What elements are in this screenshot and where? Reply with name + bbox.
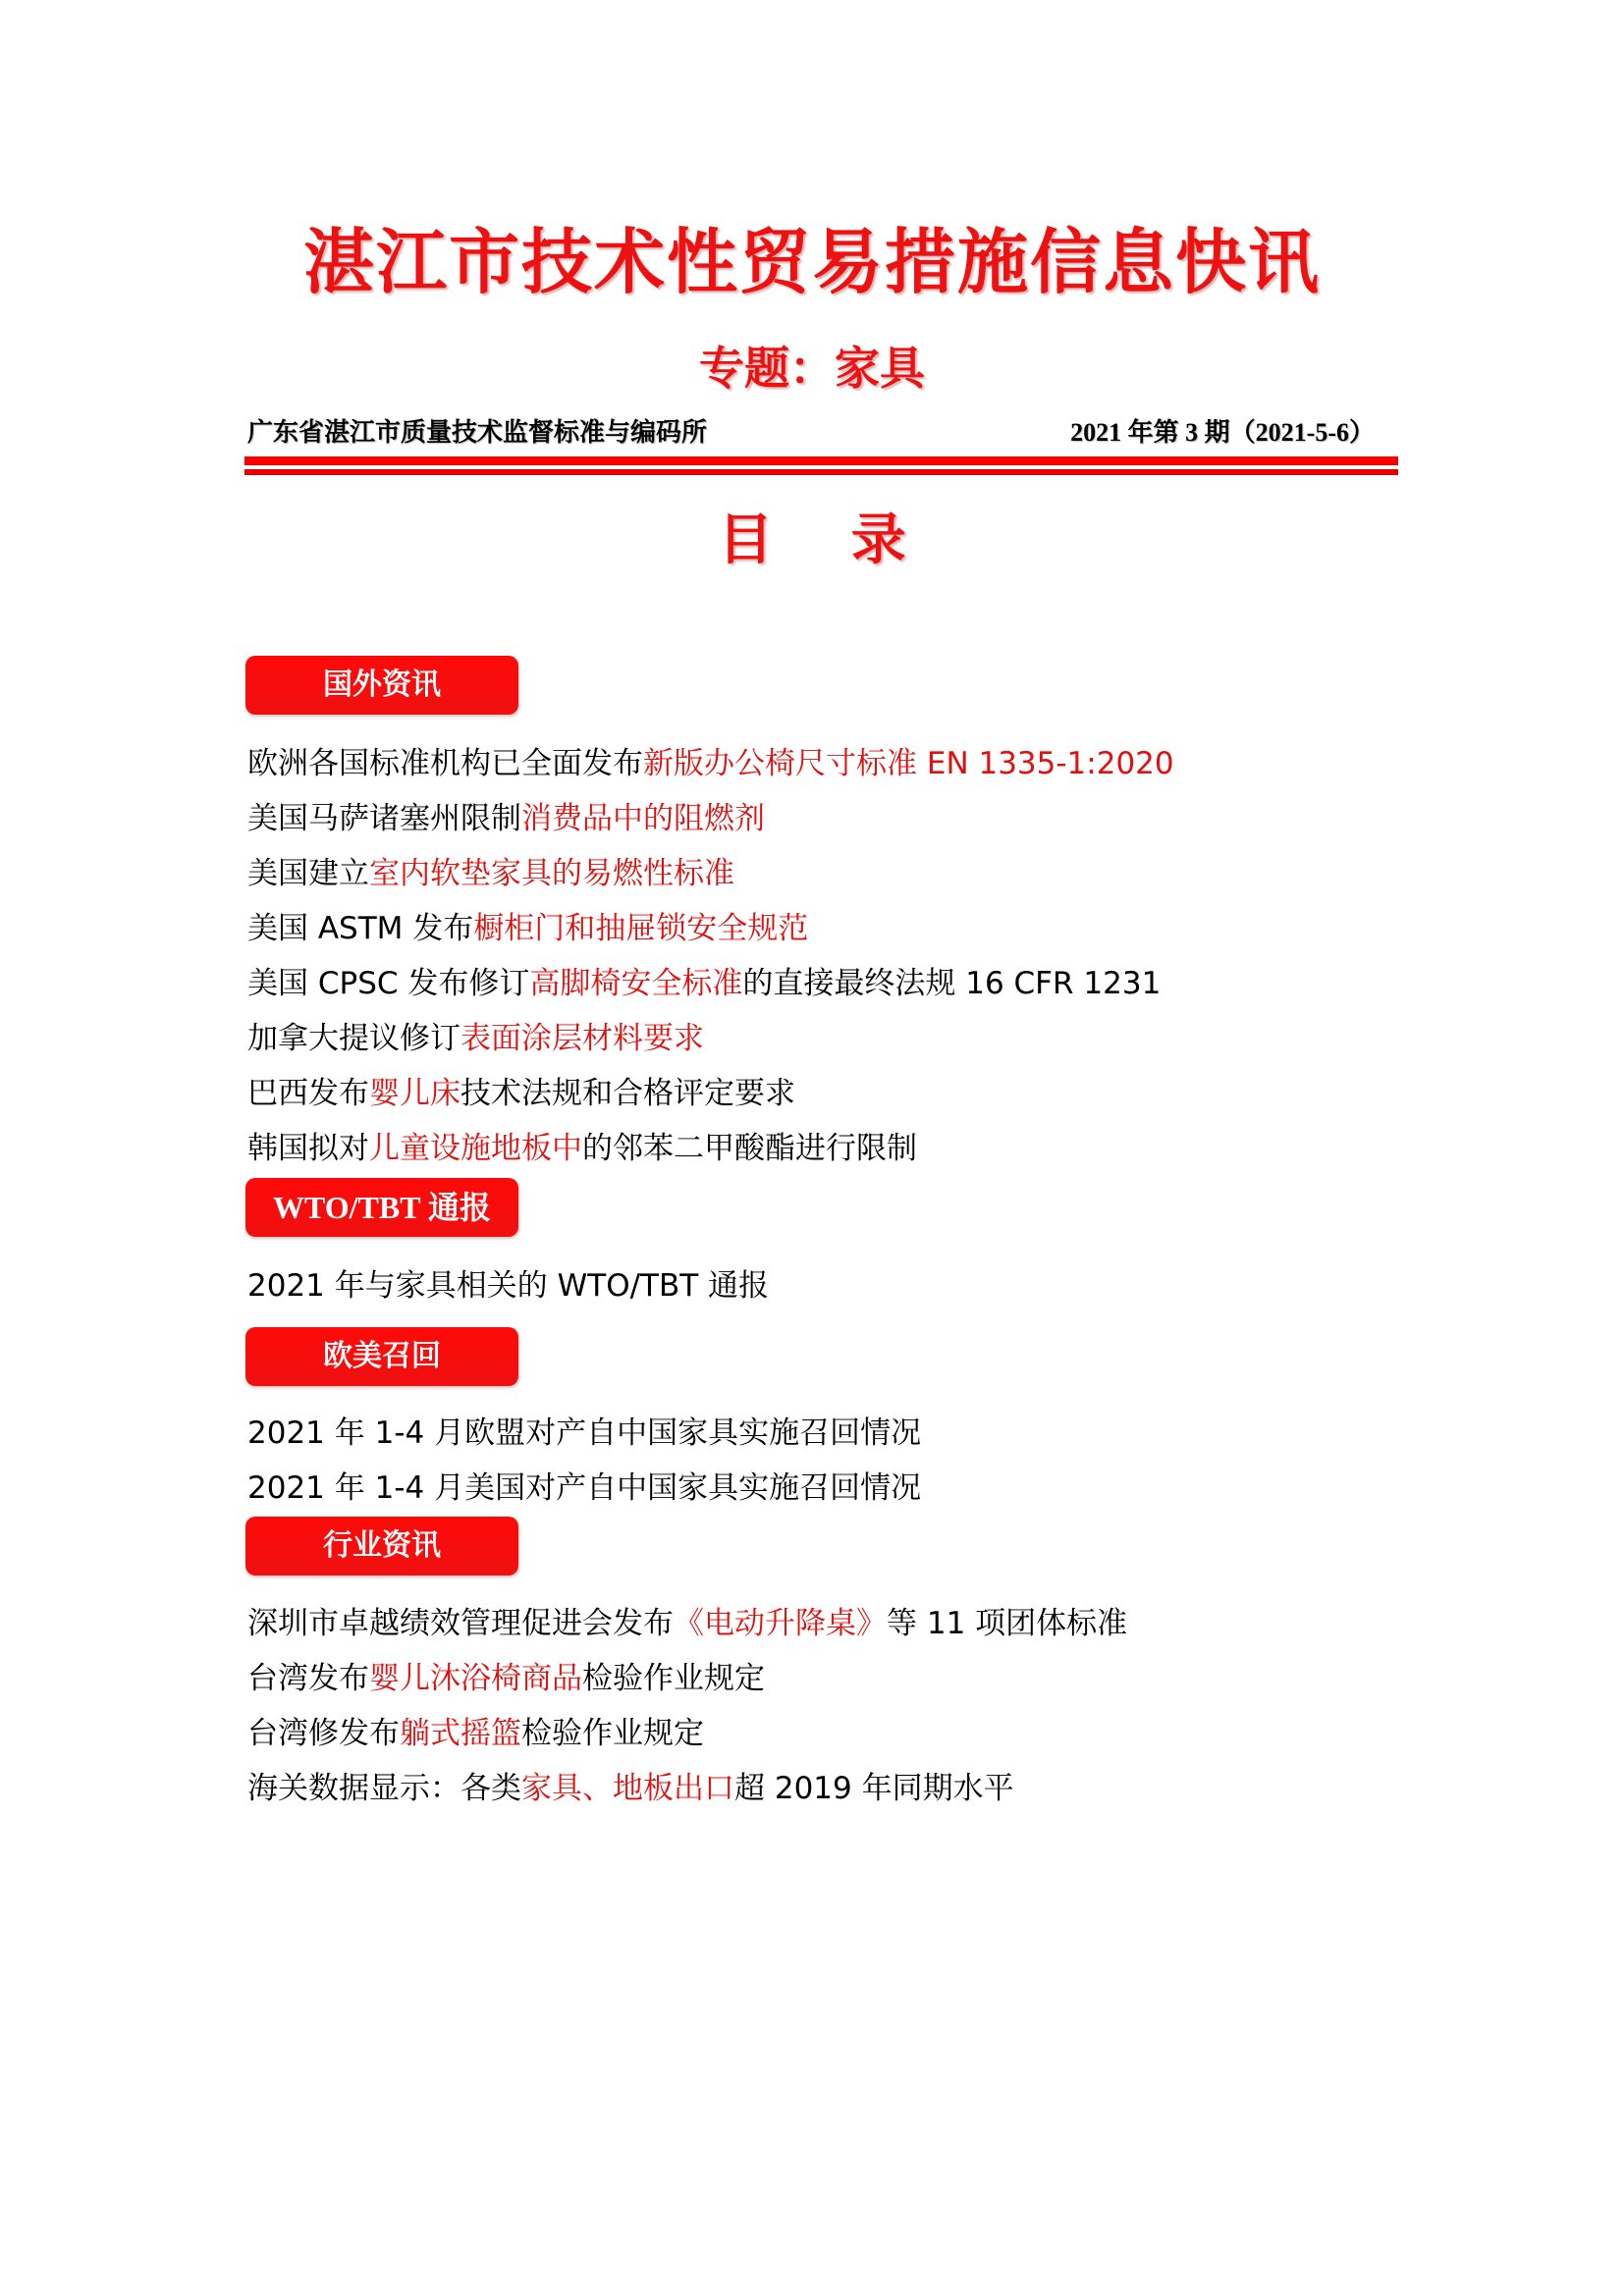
toc-entry-text: 检验作业规定 <box>582 1661 765 1696</box>
toc-entry-highlight: 婴儿沐浴椅商品 <box>369 1661 582 1696</box>
section-badge-wto-tbt: WTO/TBT 通报 <box>245 1178 518 1237</box>
toc-entry[interactable] <box>247 1468 921 1508</box>
toc-entry[interactable] <box>247 1769 1014 1808</box>
toc-entry[interactable] <box>247 964 1161 1003</box>
toc-entry[interactable] <box>247 1019 704 1058</box>
toc-entry[interactable] <box>247 1074 795 1113</box>
toc-entry-text: 的邻苯二甲酸酯进行限制 <box>582 1131 917 1166</box>
toc-entry-text: 深圳市卓越绩效管理促进会发布 <box>247 1606 674 1641</box>
toc-entry[interactable] <box>247 854 734 893</box>
toc-entry-text: 台湾修发布 <box>247 1716 400 1751</box>
toc-entry-text: 2021 年 1-4 月欧盟对产自中国家具实施召回情况 <box>247 1415 922 1451</box>
header-divider-thick <box>244 456 1398 465</box>
toc-entry-highlight: 消费品中的阻燃剂 <box>521 801 765 836</box>
toc-entry[interactable] <box>247 1414 921 1453</box>
toc-entry[interactable] <box>247 909 808 948</box>
toc-entry[interactable] <box>247 1714 704 1753</box>
toc-entry-highlight: 高脚椅安全标准 <box>529 966 743 1001</box>
table-of-contents-title: 目 录 <box>718 507 906 572</box>
toc-entry-highlight: 婴儿床 <box>369 1076 460 1111</box>
issue-number: 2021 年第 3 期（2021-5-6） <box>1070 418 1375 447</box>
section-badge-foreign-news: 国外资讯 <box>245 656 518 715</box>
toc-entry[interactable] <box>247 1604 1127 1643</box>
toc-entry[interactable] <box>247 799 765 838</box>
toc-entry-text: 超 2019 年同期水平 <box>734 1771 1014 1806</box>
toc-entry-text: 加拿大提议修订 <box>247 1021 460 1056</box>
toc-entry[interactable] <box>247 1129 917 1168</box>
toc-entry-text: 韩国拟对 <box>247 1131 369 1166</box>
toc-entry-text: 欧洲各国标准机构已全面发布 <box>247 746 643 781</box>
toc-entry[interactable] <box>247 744 1174 783</box>
toc-entry-text: 2021 年与家具相关的 WTO/TBT 通报 <box>247 1268 770 1304</box>
toc-entry-text: 美国 CPSC 发布修订 <box>247 966 530 1001</box>
toc-entry-highlight: 家具、地板出口 <box>521 1771 734 1806</box>
toc-entry-text: 海关数据显示：各类 <box>247 1771 521 1806</box>
newsletter-title: 湛江市技术性贸易措施信息快讯 <box>302 221 1321 303</box>
toc-entry-highlight: 室内软垫家具的易燃性标准 <box>369 856 734 891</box>
toc-entry-text: 巴西发布 <box>247 1076 369 1111</box>
organization-name: 广东省湛江市质量技术监督标准与编码所 <box>247 418 708 448</box>
toc-entry-text: 美国 ASTM 发布 <box>247 911 474 946</box>
toc-entry-highlight: 橱柜门和抽屉锁安全规范 <box>473 911 809 946</box>
toc-entry-highlight: 儿童设施地板中 <box>369 1131 582 1166</box>
toc-entry-text: 美国建立 <box>247 856 369 891</box>
toc-entry-text: 技术法规和合格评定要求 <box>460 1076 795 1111</box>
toc-entry-highlight: 新版办公椅尺寸标准 EN 1335-1:2020 <box>643 746 1174 781</box>
topic-subtitle: 专题：家具 <box>699 342 925 395</box>
toc-entry-text: 的直接最终法规 16 CFR 1231 <box>742 966 1162 1001</box>
section-badge-industry-news: 行业资讯 <box>245 1517 518 1575</box>
toc-entry-highlight: 表面涂层材料要求 <box>460 1021 704 1056</box>
toc-entry-text: 等 11 项团体标准 <box>887 1606 1128 1641</box>
section-badge-recalls: 欧美召回 <box>245 1327 518 1386</box>
toc-entry[interactable] <box>247 1266 769 1306</box>
toc-entry-highlight: 《电动升降桌》 <box>674 1606 887 1641</box>
toc-entry-highlight: 躺式摇篮 <box>400 1716 521 1751</box>
toc-entry-text: 2021 年 1-4 月美国对产自中国家具实施召回情况 <box>247 1470 922 1506</box>
toc-entry-text: 检验作业规定 <box>521 1716 704 1751</box>
toc-entry-text: 台湾发布 <box>247 1661 369 1696</box>
header-divider-thin <box>244 469 1398 475</box>
toc-entry[interactable] <box>247 1659 765 1698</box>
toc-entry-text: 美国马萨诸塞州限制 <box>247 801 521 836</box>
